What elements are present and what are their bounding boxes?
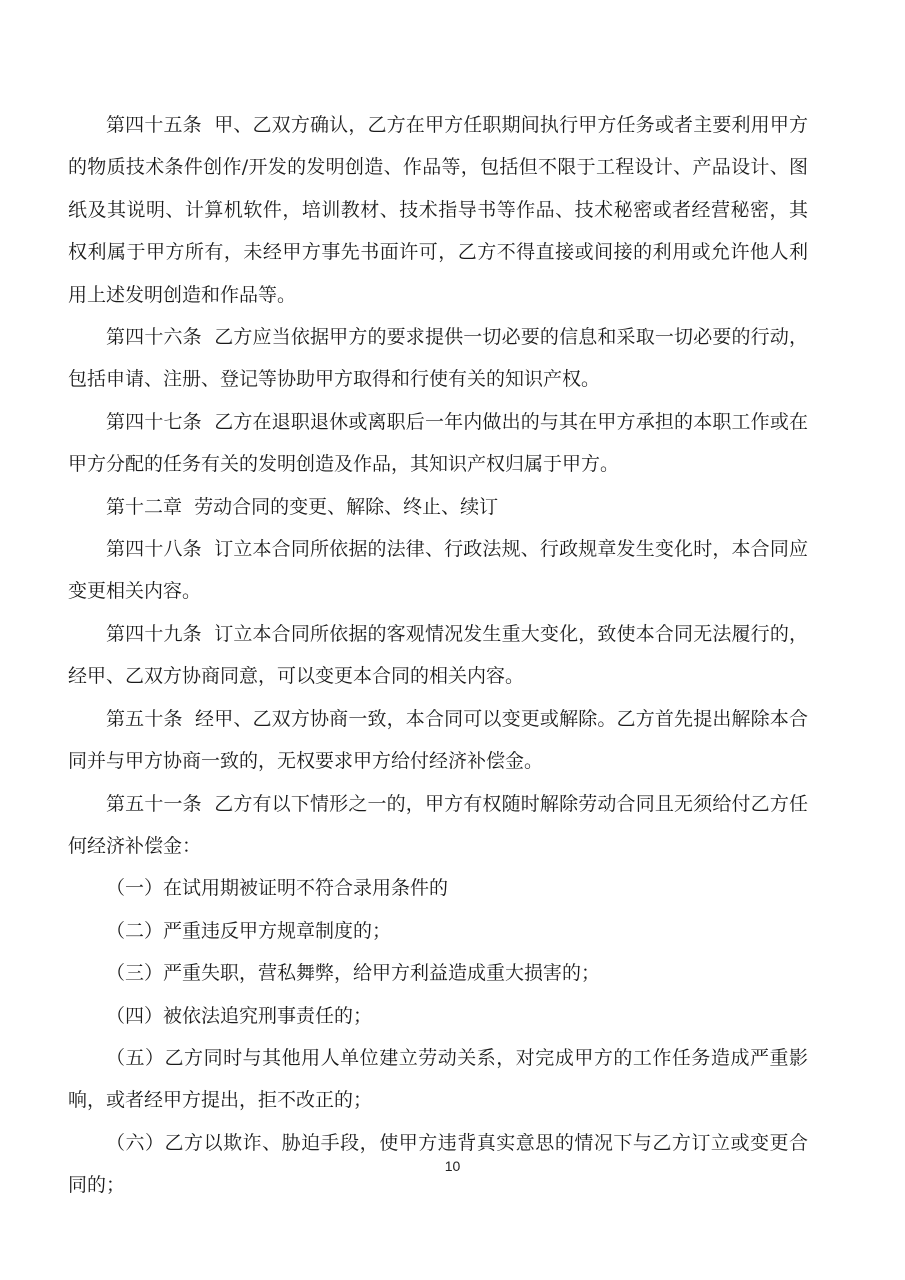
page-number: 10 xyxy=(444,1158,461,1174)
document-body xyxy=(68,104,808,1207)
list-item-5: （五）乙方同时与其他用人单位建立劳动关系，对完成甲方的工作任务造成严重影响，或者经甲方提出，拒不改正的； xyxy=(68,1046,808,1112)
article-46: 第四十六条 乙方应当依据甲方的要求提供一切必要的信息和采取一切必要的行动，包括申请、注册、登记等协助甲方取得和行使有关的知识产权。 xyxy=(68,326,808,391)
article-49: 第四十九条 订立本合同所依据的客观情况发生重大变化，致使本合同无法履行的，经甲、乙双方协商同意，可以变更本合同的相关内容。 xyxy=(68,622,808,688)
article-51: 第五十一条 乙方有以下情形之一的，甲方有权随时解除劳动合同且无须给付乙方任何经济补偿金： xyxy=(68,792,808,857)
article-50: 第五十条 经甲、乙双方协商一致，本合同可以变更或解除。乙方首先提出解除本合同并与甲方协商一致的，无权要求甲方给付经济补偿金。 xyxy=(68,707,808,773)
article-45: 第四十五条 甲、乙双方确认，乙方在甲方任职期间执行甲方任务或者主要利用甲方的物质技术条件创作/开发的发明创造、作品等，包括但不限于工程设计、产品设计、图纸及其说明、计算机软件，培训教材、技术指导书等作品、技术秘密或者经营秘密，其权利属于甲方所有，未经甲方事先书面许可，乙方不得直接或间接的利用或允许他人利用上述发明创造和作品等。 xyxy=(68,114,808,306)
chapter-12-heading: 第十二章 劳动合同的变更、解除、终止、续订 xyxy=(106,495,499,518)
list-item-6: （六）乙方以欺诈、胁迫手段，使甲方违背真实意思的情况下与乙方订立或变更合同的； xyxy=(68,1131,808,1197)
list-item-2: （二）严重违反甲方规章制度的； xyxy=(106,919,392,942)
list-item-4: （四）被依法追究刑事责任的； xyxy=(106,1004,373,1027)
list-item-3: （三）严重失职，营私舞弊，给甲方利益造成重大损害的； xyxy=(106,962,601,985)
article-48: 第四十八条 订立本合同所依据的法律、行政法规、行政规章发生变化时，本合同应变更相关内容。 xyxy=(68,538,808,603)
list-item-1: （一）在试用期被证明不符合录用条件的 xyxy=(106,877,449,900)
article-47: 第四十七条 乙方在退职退休或离职后一年内做出的与其在甲方承担的本职工作或在甲方分配的任务有关的发明创造及作品，其知识产权归属于甲方。 xyxy=(68,410,808,476)
